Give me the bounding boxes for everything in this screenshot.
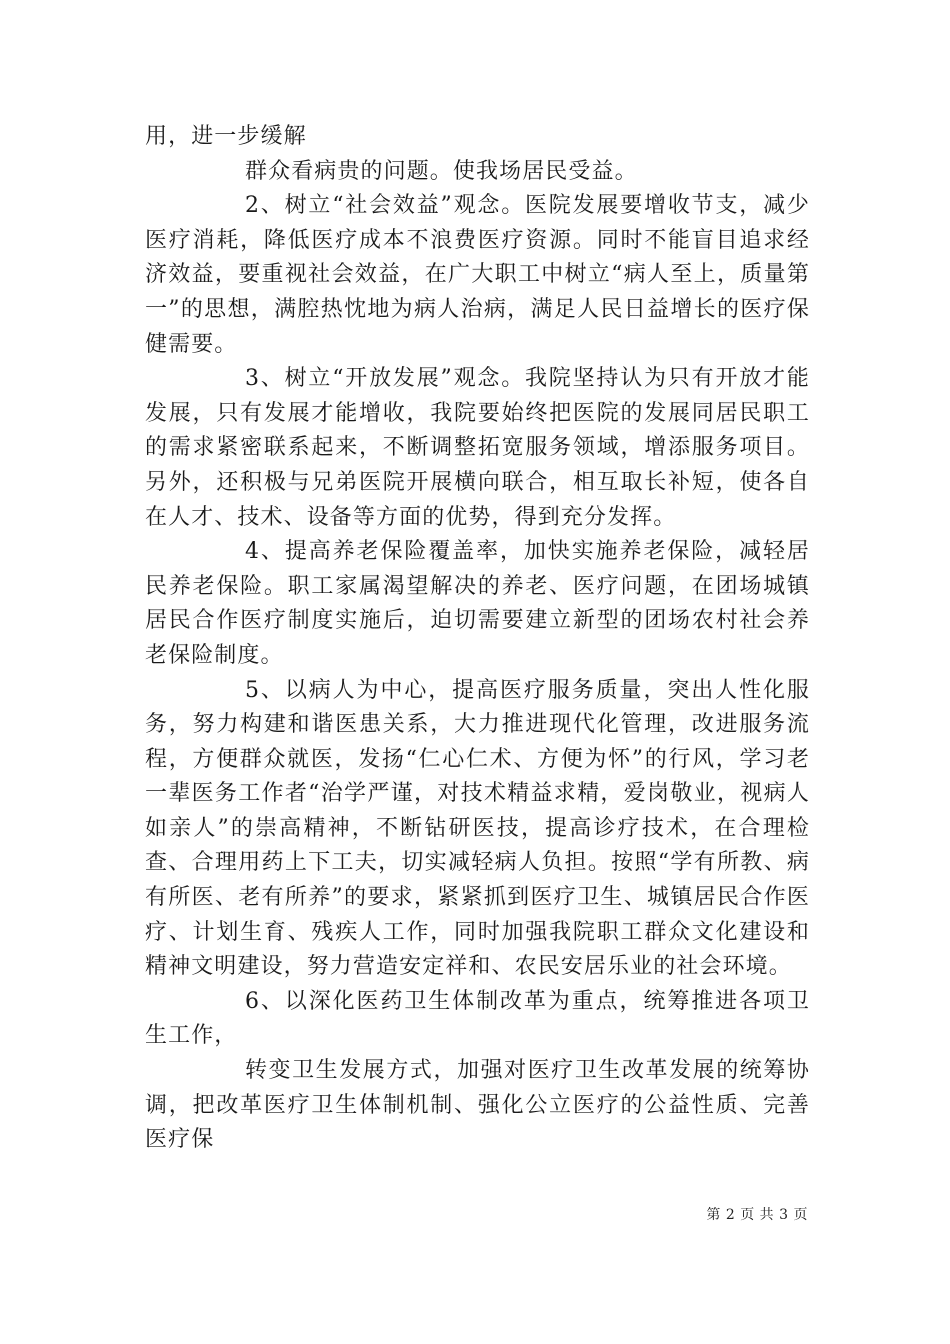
paragraph-item-6: 6、以深化医药卫生体制改革为重点，统筹推进各项卫生工作， xyxy=(145,988,810,1049)
page-number: 第 2 页 共 3 页 xyxy=(706,1207,808,1223)
paragraph-continuation-2: 群众看病贵的问题。使我场居民受益。 xyxy=(245,158,638,184)
paragraph-item-5: 5、以病人为中心，提高医疗服务质量，突出人性化服务，努力构建和谐医患关系，大力推进现代化管理，改进服务流程，方便群众就医，发扬“仁心仁术、方便为怀”的行风，学习老一辈医务工作者“治学严谨，对技术精益求精，爱岗敬业，视病人如亲人”的崇高精神，不断钻研医技，提高诊疗技术，在合理检查、合理用药上下工夫，切实减轻病人负担。按照“学有所教、病有所医、老有所养”的要求，紧紧抓到医疗卫生、城镇居民合作医疗、计划生育、残疾人工作，同时加强我院职工群众文化建设和精神文明建设，努力营造安定祥和、农民安居乐业的社会环境。 xyxy=(145,677,810,980)
paragraph-item-4: 4、提高养老保险覆盖率，加快实施养老保险，减轻居民养老保险。职工家属渴望解决的养老、医疗问题，在团场城镇居民合作医疗制度实施后，迫切需要建立新型的团场农村社会养老保险制度。 xyxy=(145,539,810,668)
paragraph-item-3: 3、树立“开放发展”观念。我院坚持认为只有开放才能发展，只有发展才能增收，我院要始终把医院的发展同居民职工的需求紧密联系起来，不断调整拓宽服务领域，增添服务项目。另外，还积极与兄弟医院开展横向联合，相互取长补短，使各自在人才、技术、设备等方面的优势，得到充分发挥。 xyxy=(145,366,810,530)
document-body xyxy=(145,120,810,1158)
paragraph-item-2: 2、树立“社会效益”观念。医院发展要增收节支，减少医疗消耗，降低医疗成本不浪费医疗资源。同时不能盲目追求经济效益，要重视社会效益，在广大职工中树立“病人至上，质量第一”的思想，满腔热忱地为病人治病，满足人民日益增长的医疗保健需要。 xyxy=(145,193,810,357)
paragraph-continuation: 用，进一步缓解 xyxy=(145,124,307,149)
paragraph-item-6-continued: 转变卫生发展方式，加强对医疗卫生改革发展的统筹协调，把改革医疗卫生体制机制、强化公立医疗的公益性质、完善医疗保 xyxy=(145,1058,810,1153)
